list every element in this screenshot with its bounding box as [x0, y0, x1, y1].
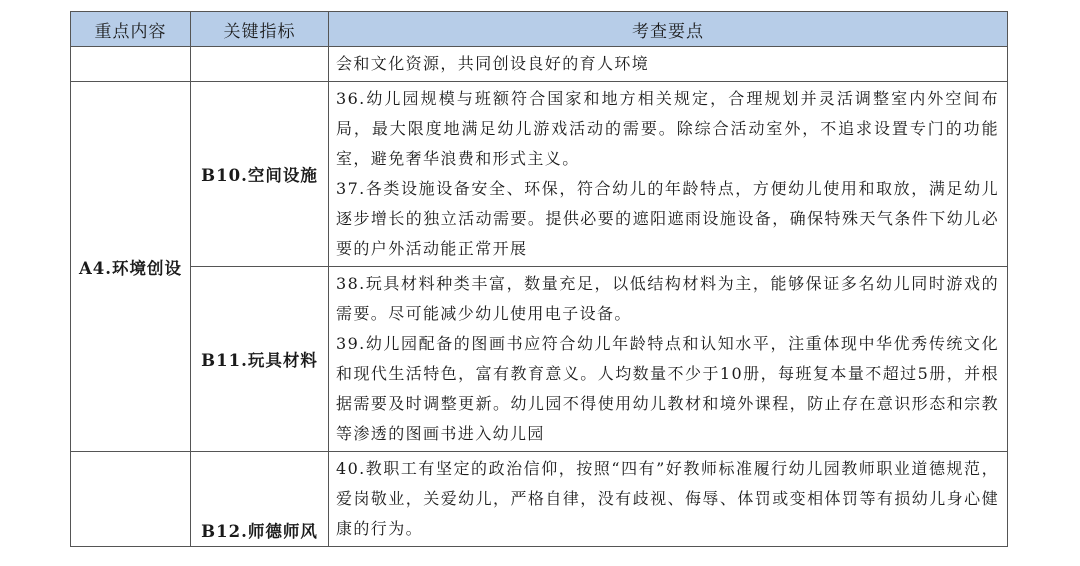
table-row-b10: [71, 82, 1008, 267]
evaluation-table: [70, 11, 1008, 547]
a4-environment-label: A4.环境创设: [71, 82, 191, 452]
checkpoint-37: 37.各类设施设备安全、环保，符合幼儿的年龄特点，方便幼儿使用和取放，满足幼儿逐步增长的独立活动需要。提供必要的遮阳遮雨设施设备，确保特殊天气条件下幼儿必要的户外活动能正常开展: [336, 179, 999, 258]
b10-checkpoints: [329, 82, 1008, 267]
b12-checkpoints: [329, 452, 1008, 547]
table-row-b11: [71, 267, 1008, 452]
b10-space-facilities-label: B10.空间设施: [191, 82, 329, 267]
header-check-points: 考查要点: [329, 12, 1008, 47]
checkpoint-38: 38.玩具材料种类丰富，数量充足，以低结构材料为主，能够保证多名幼儿同时游戏的需要。尽可能减少幼儿使用电子设备。: [336, 274, 999, 323]
header-key-indicator: 关键指标: [191, 12, 329, 47]
checkpoint-36: 36.幼儿园规模与班额符合国家和地方相关规定，合理规划并灵活调整室内外空间布局，最大限度地满足幼儿游戏活动的需要。除综合活动室外，不追求设置专门的功能室，避免奢华浪费和形式主义。: [336, 89, 999, 168]
empty-cell: [191, 47, 329, 82]
table-row-b12: [71, 452, 1008, 547]
carryover-text: 会和文化资源，共同创设良好的育人环境: [329, 47, 1008, 82]
empty-cell: [71, 47, 191, 82]
b12-teacher-ethics-label: B12.师德师风: [191, 452, 329, 547]
header-key-content: 重点内容: [71, 12, 191, 47]
checkpoint-40: 40.教职工有坚定的政治信仰，按照“四有”好教师标准履行幼儿园教师职业道德规范，爱岗敬业，关爱幼儿，严格自律，没有歧视、侮辱、体罚或变相体罚等有损幼儿身心健康的行为。: [336, 459, 999, 538]
b11-toys-materials-label: B11.玩具材料: [191, 267, 329, 452]
checkpoint-39: 39.幼儿园配备的图画书应符合幼儿年龄特点和认知水平，注重体现中华优秀传统文化和现代生活特色，富有教育意义。人均数量不少于10册，每班复本量不超过5册，并根据需要及时调整更新。幼儿园不得使用幼儿教材和境外课程，防止存在意识形态和宗教等渗透的图画书进入幼儿园: [336, 334, 999, 443]
table-header-row: [71, 12, 1008, 47]
table-row-carryover: [71, 47, 1008, 82]
b11-checkpoints: [329, 267, 1008, 452]
empty-cell: [71, 452, 191, 547]
